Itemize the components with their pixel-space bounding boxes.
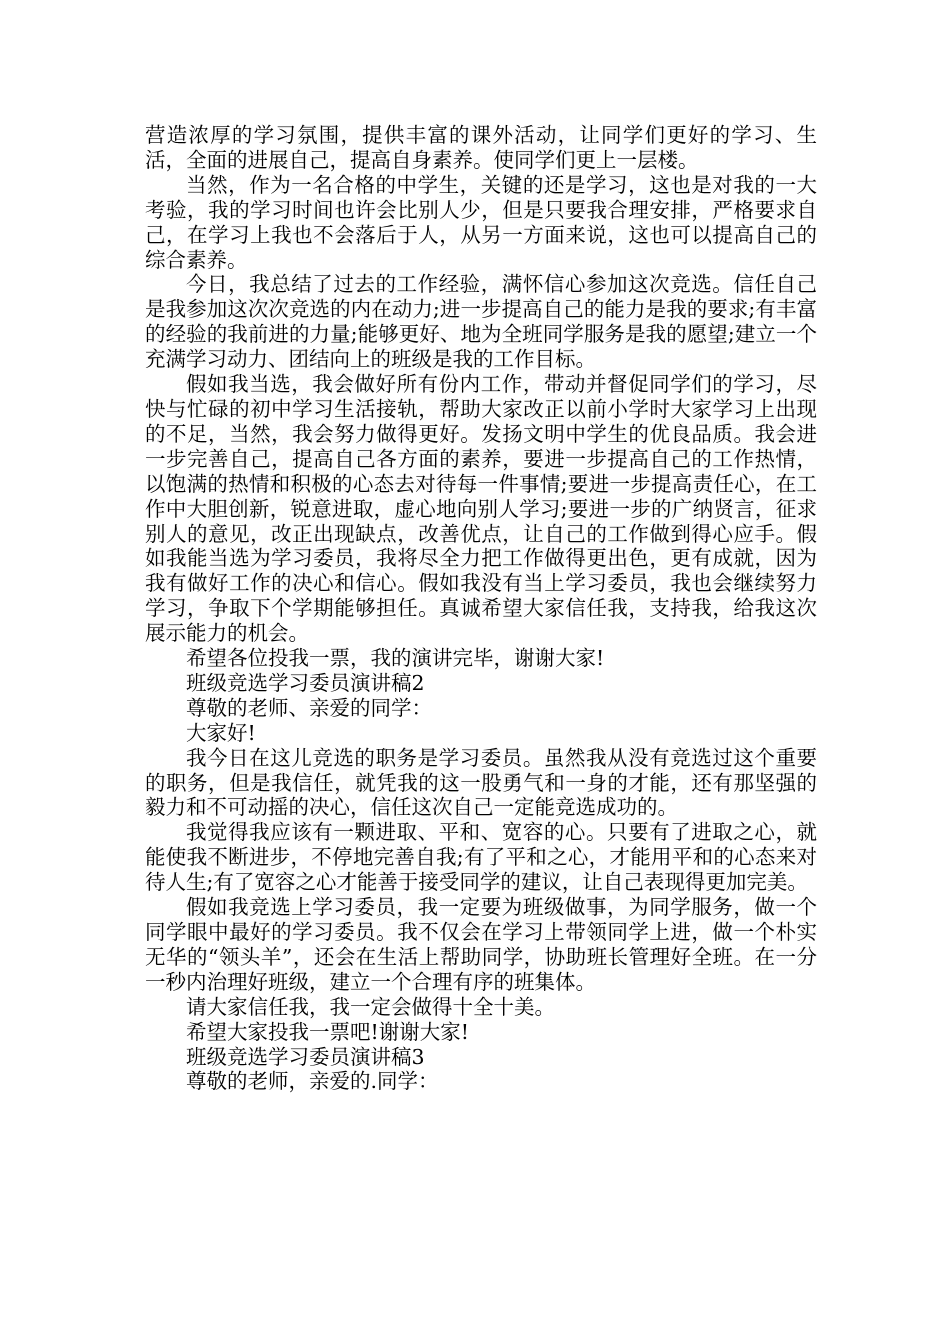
paragraph-3: 今日，我总结了过去的工作经验，满怀信心参加这次竞选。信任自己是我参加这次次竞选的内在动力;进一步提高自己的能力是我的要求;有丰富的经验的我前进的力量;能够更好、地为全班同学服务是我的愿望;建立一个充满学习动力、团结向上的班级是我的工作目标。 [145,272,817,372]
paragraph-5: 希望各位投我一票，我的演讲完毕，谢谢大家! [186,646,605,671]
salutation-2: 尊敬的老师、亲爱的同学： [186,695,432,720]
paragraph-12: 请大家信任我，我一定会做得十全十美。 [186,994,555,1019]
paragraph-4: 假如我当选，我会做好所有份内工作，带动并督促同学们的学习，尽快与忙碌的初中学习生活接轨，帮助大家改正以前小学时大家学习上出现的不足，当然，我会努力做得更好。发扬文明中学生的优良品质。我会进一步完善自己，提高自己各方面的素养，要进一步提高自己的工作热情，以饱满的热情和积极的心态去对待每一件事情;要进一步提高责任心，在工作中大胆创新，锐意进取，虚心地向别人学习;要进一步的广纳贤言，征求别人的意见，改正出现缺点，改善优点，让自己的工作做到得心应手。假如我能当选为学习委员，我将尽全力把工作做得更出色，更有成就，因为我有做好工作的决心和信心。假如我没有当上学习委员，我也会继续努力学习，争取下个学期能够担任。真诚希望大家信任我，支持我，给我这次展示能力的机会。 [145,372,817,646]
paragraph-11: 假如我竞选上学习委员，我一定要为班级做事，为同学服务，做一个同学眼中最好的学习委员。我不仅会在学习上带领同学上进，做一个朴实无华的“领头羊”，还会在生活上帮助同学，协助班长管理好全班。在一分一秒内治理好班级，建立一个合理有序的班集体。 [145,895,817,994]
document-page [145,123,817,1094]
salutation-3: 尊敬的老师，亲爱的.同学： [186,1069,439,1094]
section-heading-3: 班级竞选学习委员演讲稿3 [186,1044,425,1069]
paragraph-13: 希望大家投我一票吧!谢谢大家! [186,1019,469,1044]
paragraph-1: 营造浓厚的学习氛围，提供丰富的课外活动，让同学们更好的学习、生活，全面的进展自己，提高自身素养。使同学们更上一层楼。 [145,123,817,172]
paragraph-9: 我今日在这儿竞选的职务是学习委员。虽然我从没有竞选过这个重要的职务，但是我信任，就凭我的这一股勇气和一身的才能，还有那坚强的毅力和不可动摇的决心，信任这次自己一定能竞选成功的。 [145,745,817,820]
paragraph-10: 我觉得我应该有一颗进取、平和、宽容的心。只要有了进取之心，就能使我不断进步，不停地完善自我;有了平和之心，才能用平和的心态来对待人生;有了宽容之心才能善于接受同学的建议，让自己表现得更加完美。 [145,820,817,895]
section-heading-2: 班级竞选学习委员演讲稿2 [186,670,425,695]
greeting-2: 大家好! [186,720,256,745]
paragraph-2: 当然，作为一名合格的中学生，关键的还是学习，这也是对我的一大考验，我的学习时间也许会比别人少，但是只要我合理安排，严格要求自己，在学习上我也不会落后于人，从另一方面来说，这也可以提高自己的综合素养。 [145,172,817,272]
